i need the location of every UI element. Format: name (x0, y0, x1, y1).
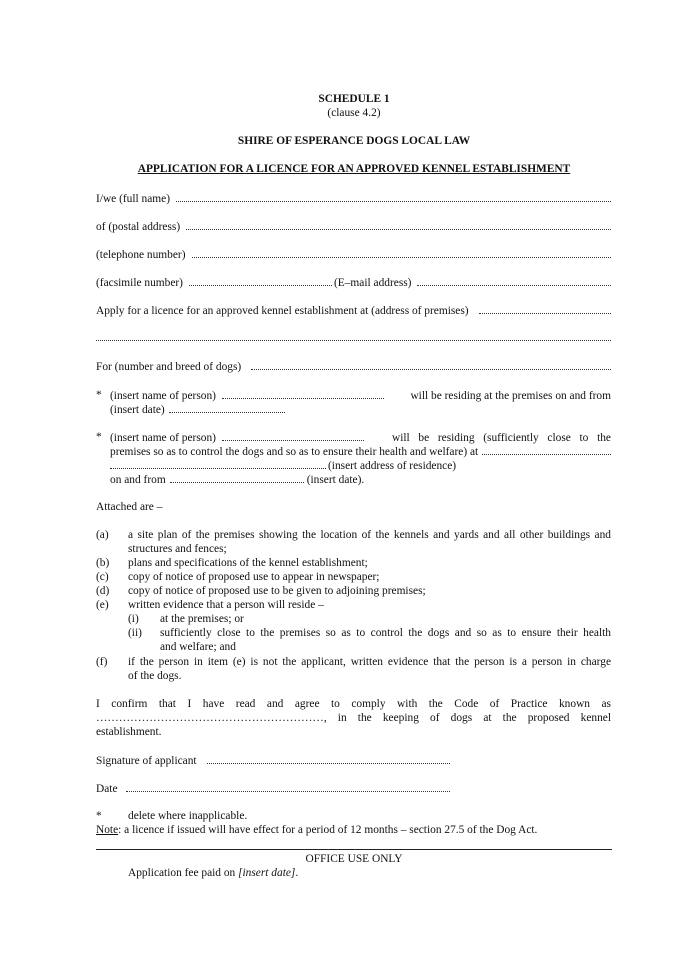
item-a-text-1: a site plan of the premises showing the location of the kennels and yards and all other buildings and (128, 529, 611, 541)
subitem-ii-text-2: and welfare; and (160, 641, 236, 653)
person1-name-line[interactable] (222, 388, 384, 399)
person2-name-label: (insert name of person) (110, 432, 216, 444)
item-e-text: written evidence that a person will reside – (128, 599, 324, 611)
item-f-marker: (f) (96, 656, 108, 668)
person1-date-line[interactable] (169, 402, 285, 413)
email-line[interactable] (417, 275, 611, 286)
clause-reference: (clause 4.2) (327, 107, 381, 119)
postal-address-label: of (postal address) (96, 221, 181, 233)
person1-line[interactable] (110, 388, 611, 403)
facsimile-email-field[interactable] (96, 275, 611, 290)
schedule-heading: SCHEDULE 1 (318, 93, 390, 105)
person2-on-and-from: on and from (110, 474, 166, 486)
item-c-text: copy of notice of proposed use to appear in newspaper; (128, 571, 380, 583)
premises-address-line-2[interactable] (96, 340, 611, 341)
confirm-text-1: I confirm that I have read and agree to comply with the Code of Practice known as (96, 698, 611, 710)
signature-label: Signature of applicant (96, 755, 197, 767)
item-d-marker: (d) (96, 585, 110, 597)
person1-asterisk: * (96, 389, 102, 401)
delete-where-inapplicable: delete where inapplicable. (128, 810, 248, 822)
date-field[interactable] (96, 781, 450, 796)
item-f-text-2: of the dogs. (128, 670, 182, 682)
office-use-divider (96, 849, 612, 850)
confirm-text-3: establishment. (96, 726, 162, 738)
item-f-text-1: if the person in item (e) is not the applicant, written evidence that the person is a person in charge (128, 656, 611, 668)
postal-address-line[interactable] (186, 219, 611, 230)
local-law-title: SHIRE OF ESPERANCE DOGS LOCAL LAW (237, 135, 471, 147)
facsimile-label: (facsimile number) (96, 277, 183, 289)
application-fee-label: Application fee paid on (128, 867, 239, 879)
subitem-i-marker: (i) (128, 613, 139, 625)
person2-asterisk: * (96, 431, 102, 443)
note-line (96, 823, 537, 837)
postal-address-field[interactable] (96, 219, 611, 234)
note-label: Note (96, 824, 119, 836)
full-name-line[interactable] (176, 191, 611, 202)
person2-residing-text: will be residing (sufficiently close to the (391, 432, 611, 444)
item-b-text: plans and specifications of the kennel establishment; (128, 557, 368, 569)
dogs-field[interactable] (96, 359, 611, 374)
item-b-marker: (b) (96, 557, 110, 569)
person2-name-line[interactable] (222, 430, 364, 441)
form-title: APPLICATION FOR A LICENCE FOR AN APPROVED KENNEL ESTABLISHMENT (137, 163, 571, 175)
application-fee-period: . (295, 867, 299, 879)
item-d-text: copy of notice of proposed use to be given to adjoining premises; (128, 585, 426, 597)
facsimile-line[interactable] (189, 275, 332, 286)
person1-residing-text: will be residing at the premises on and from (410, 390, 611, 402)
telephone-line[interactable] (192, 247, 611, 258)
dogs-label: For (number and breed of dogs) (96, 361, 242, 373)
notes-asterisk: * (96, 810, 102, 822)
premises-address-line[interactable] (479, 303, 611, 314)
person2-date-label: (insert date). (306, 474, 365, 486)
person2-residence-field[interactable] (110, 458, 510, 473)
note-text: : a licence if issued will have effect for a period of 12 months – section 27.5 of the Dog Act. (118, 824, 538, 836)
application-fee-line (128, 866, 298, 880)
full-name-label: I/we (full name) (96, 193, 171, 205)
date-line[interactable] (126, 781, 450, 792)
email-label: (E–mail address) (333, 277, 412, 289)
person2-line[interactable] (110, 430, 611, 445)
subitem-i-text: at the premises; or (160, 613, 244, 625)
item-a-text-2: structures and fences; (128, 543, 227, 555)
signature-field[interactable] (96, 753, 450, 768)
person2-residence-line[interactable] (110, 458, 326, 469)
telephone-label: (telephone number) (96, 249, 186, 261)
date-label: Date (96, 783, 118, 795)
person2-premises-text: premises so as to control the dogs and so as to ensure their health and welfare) at (110, 446, 479, 458)
office-use-heading: OFFICE USE ONLY (305, 853, 403, 865)
person2-date-field[interactable] (110, 472, 510, 487)
person1-date-label: (insert date) (110, 404, 165, 416)
subitem-ii-marker: (ii) (128, 627, 142, 639)
attachments-intro: Attached are – (96, 501, 163, 513)
apply-for-label: Apply for a licence for an approved kennel establishment at (address of premises) (96, 305, 469, 317)
person2-residence-label: (insert address of residence) (328, 460, 457, 472)
item-c-marker: (c) (96, 571, 109, 583)
subitem-ii-text-1: sufficiently close to the premises so as to control the dogs and so as to ensure their health (160, 627, 611, 639)
item-e-marker: (e) (96, 599, 109, 611)
signature-line[interactable] (207, 753, 450, 764)
item-a-marker: (a) (96, 529, 109, 541)
person2-date-line[interactable] (170, 472, 304, 483)
premises-address-field[interactable] (96, 303, 611, 318)
person1-name-label: (insert name of person) (110, 390, 216, 402)
confirm-text-2: ……………………………………………………, in the keeping of dogs at the proposed kennel (96, 712, 611, 724)
telephone-field[interactable] (96, 247, 611, 262)
person1-date-field[interactable] (110, 402, 310, 417)
person2-address-field[interactable] (110, 444, 611, 459)
dogs-line[interactable] (251, 359, 611, 370)
person2-address-line[interactable] (482, 444, 611, 455)
full-name-field[interactable] (96, 191, 611, 206)
application-fee-date[interactable]: [insert date] (238, 867, 296, 879)
